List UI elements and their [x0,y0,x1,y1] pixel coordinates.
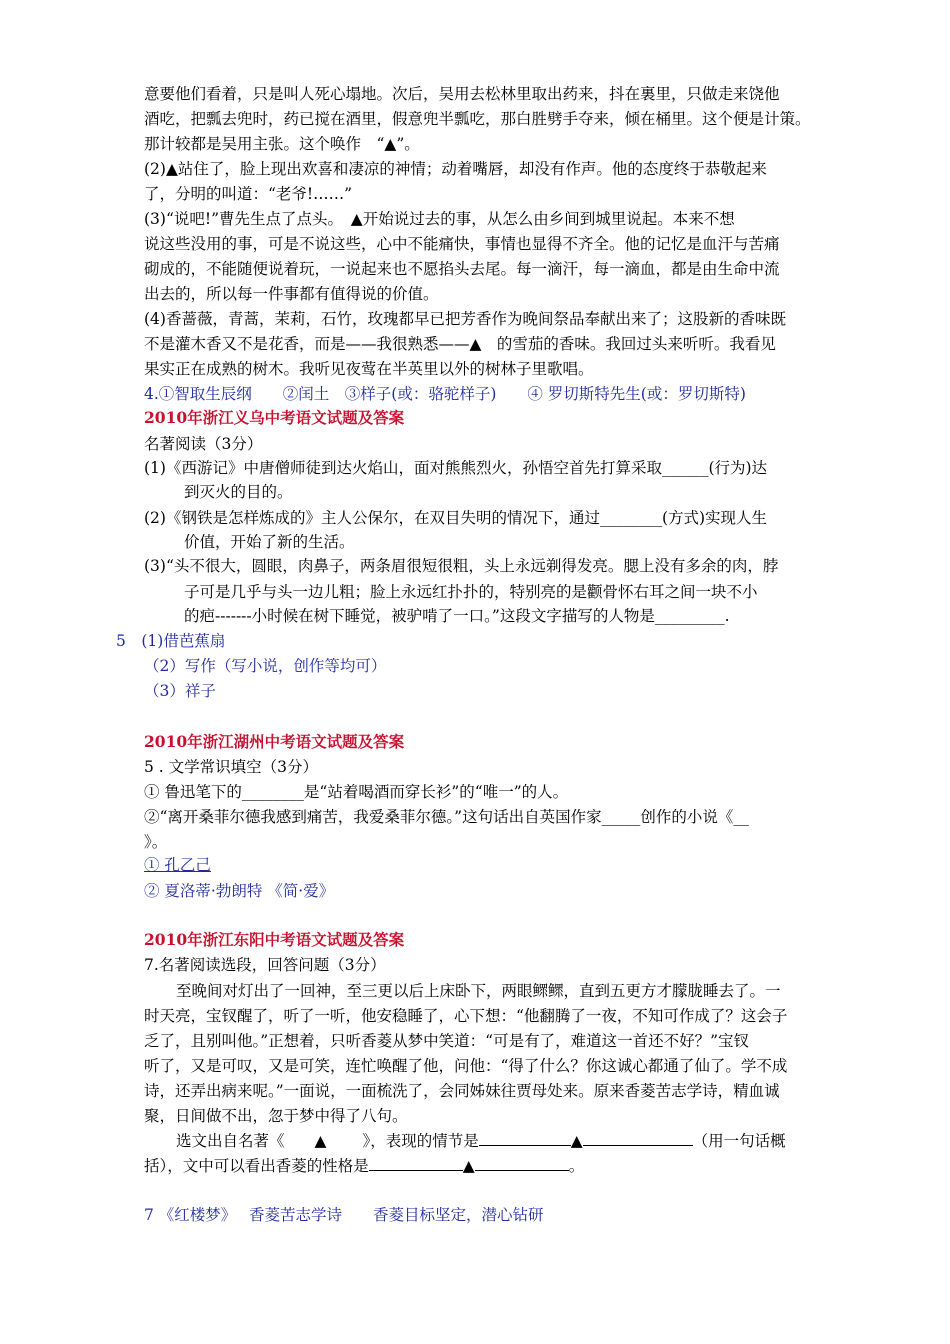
text-line: (4)香蔷薇，青蒿，茉莉，石竹，玫瑰都早已把芳香作为晚间祭品奉献出来了；这股新的香味既 [144,310,786,328]
text-line: 酒吃，把瓢去兜时，药已搅在酒里，假意兜半瓢吃，那白胜劈手夺来，倾在桶里。这个便是计策。 [144,110,811,128]
question-2: ②“离开桑菲尔德我感到痛苦，我爱桑菲尔德。”这句话出自英国作家_____创作的小说《__ [144,808,749,826]
question-3-cont: 子可是几乎与头一边儿粗；脸上永远红扑扑的，特别亮的是颧骨怀右耳之间一块不小 [184,583,758,601]
question-line [144,1154,584,1178]
question-2: (2)《钢铁是怎样炼成的》主人公保尔，在双目失明的情况下，通过________(方式)实现人生 [144,509,768,527]
passage-line: 至晚间对灯出了一回神，至三更以后上床卧下，两眼鳏鳏，直到五更方才朦胧睡去了。一 [176,982,781,1000]
answer-7: 7 《红楼梦》 香菱苦志学诗 香菱目标坚定，潜心钻研 [144,1206,544,1224]
answer-link: ① 孔乙己 [144,856,211,874]
answer-2: ② 夏洛蒂·勃朗特 《简·爱》 [144,882,335,900]
text-line: (3)“说吧!”曹先生点了点头。 ▲开始说过去的事，从怎么由乡间到城里说起。本来不想 [144,210,735,228]
passage-line: 聚，日间做不出，忽于梦中得了八句。 [144,1107,408,1125]
answer-5-1: 5 (1)借芭蕉扇 [116,632,226,650]
question-text: 括），文中可以看出香菱的性格是 [144,1157,369,1175]
question-text: 》，表现的情节是 [362,1132,479,1150]
blank-marker: ▲ [314,1132,327,1150]
question-3: (3)“头不很大，圆眼，肉鼻子，两条眉很短很粗，头上永远剃得发亮。腮上没有多余的肉，脖 [144,557,779,575]
text-line: 意要他们看着，只是叫人死心塌地。次后，吴用去松林里取出药来，抖在裏里，只做走来饶他 [144,85,780,103]
passage-line: 乏了，且别叫他。”正想着，只听香菱从梦中笑道：“可是有了，难道这一首还不好？”宝钗 [144,1032,750,1050]
answer-5-3: （3）祥子 [144,682,216,700]
question-3-cont: 的疤-------小时候在树下睡觉，被驴啃了一口。”这段文字描写的人物是_________. [184,607,730,625]
text-line: 说这些没用的事，可是不说这些，心中不能痛快，事情也显得不齐全。他的记忆是血汗与苦痛 [144,235,780,253]
text-line: (2)▲站住了，脸上现出欢喜和凄凉的神情；动着嘴唇，却没有作声。他的态度终于恭敬起来 [144,160,767,178]
passage-line: 听了，又是可叹，又是可笑，连忙唤醒了他，问他：“得了什么？你这诚心都通了仙了。学不成 [144,1057,788,1075]
question-text: 。 [568,1157,585,1175]
blank-marker: ▲ [462,1157,475,1175]
text-line: 那计较都是吴用主张。这个唤作 “▲”。 [144,135,420,153]
text-line: 不是灌木香又不是花香，而是——我很熟悉——▲ 的雪茄的香味。我回过头来听听。我看见 [144,335,776,353]
question-head: 名著阅读（3分） [144,435,263,453]
text-line: 果实正在成熟的树木。我听见夜莺在半英里以外的树林子里歌唱。 [144,360,594,378]
text-line: 出去的，所以每一件事都有值得说的价值。 [144,285,439,303]
question-text: （用一句话概 [692,1132,786,1150]
section-title-dongyang: 2010年浙江东阳中考语文试题及答案 [144,930,405,949]
text-line: 了，分明的叫道：“老爷!……” [144,185,353,203]
text-line: 砌成的，不能随便说着玩，一说起来也不愿掐头去尾。每一滴汗，每一滴血，都是由生命中流 [144,260,780,278]
question-head: 5 . 文学常识填空（3分） [144,758,319,776]
section-title-yiwu: 2010年浙江义乌中考语文试题及答案 [144,408,405,427]
question-1-cont: 到灭火的目的。 [184,483,293,501]
passage-line: 时天亮，宝钗醒了，听了一听，他安稳睡了，心下想：“他翻腾了一夜，不知可作成了？这会子 [144,1007,788,1025]
question-2-cont: 价值，开始了新的生活。 [184,533,355,551]
passage-line: 诗，还弄出病来呢。”一面说，一面梳洗了，会同姊妹往贾母处来。原来香菱苦志学诗，精血诚 [144,1082,780,1100]
section-title-huzhou: 2010年浙江湖州中考语文试题及答案 [144,732,405,751]
question-1: (1)《西游记》中唐僧师徒到达火焰山，面对熊熊烈火，孙悟空首先打算采取______(行为)达 [144,459,768,477]
answer-4: 4.①智取生辰纲 ②闰土 ③样子(或：骆驼样子) ④ 罗切斯特先生(或：罗切斯特) [144,385,746,403]
question-1: ① 鲁迅笔下的________是“站着喝酒而穿长衫”的“唯一”的人。 [144,783,569,801]
question-2-cont: 》。 [144,833,168,851]
blank-marker: ▲ [570,1132,583,1150]
question-text: 选文出自名著《 [176,1132,285,1150]
question-line [176,1129,786,1153]
answer-1 [144,853,211,877]
question-head: 7.名著阅读选段，回答问题（3分） [144,956,386,974]
answer-5-2: （2）写作（写小说，创作等均可） [144,657,387,675]
